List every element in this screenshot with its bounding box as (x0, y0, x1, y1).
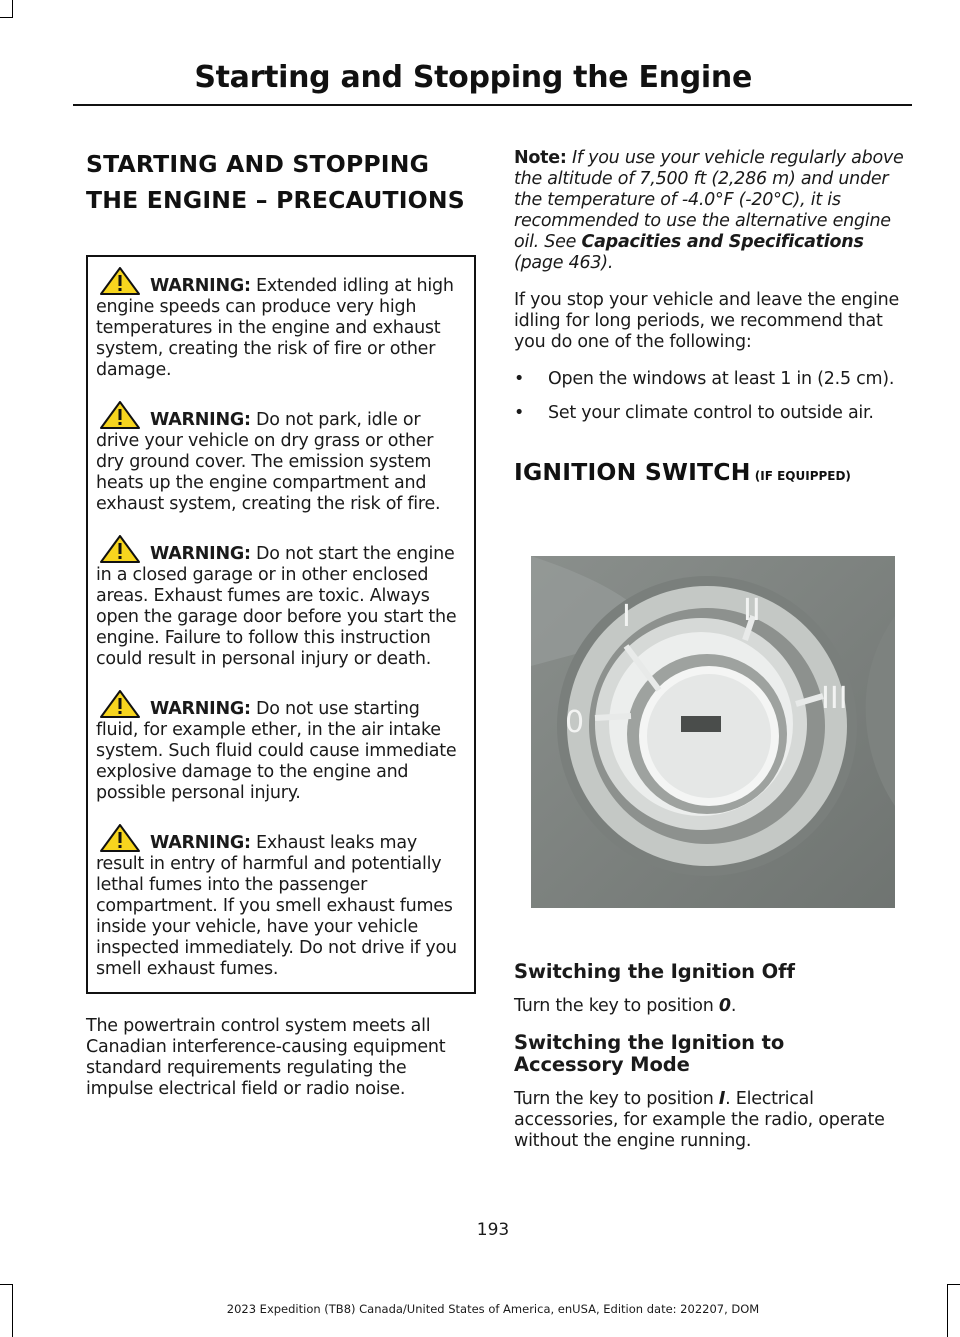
warning-item (96, 824, 466, 980)
list-item-text: Set your climate control to outside air. (548, 403, 874, 423)
warning-triangle-icon (100, 535, 140, 563)
section-heading (86, 146, 474, 218)
warning-item (96, 690, 466, 804)
accessory-heading-line-2: Accessory Mode (514, 1053, 690, 1076)
ignition-off-heading: Switching the Ignition Off (514, 960, 795, 983)
off-text: Turn the key to position (514, 996, 719, 1016)
off-position: 0 (718, 996, 731, 1016)
crop-mark (0, 17, 13, 18)
acc-position: I (718, 1089, 726, 1109)
crop-mark (0, 1284, 13, 1285)
header-rule (73, 104, 912, 106)
figure-label-position-1: I (622, 599, 631, 634)
note-page-ref: (page 463). (514, 253, 614, 273)
accessory-heading-line-1: Switching the Ignition to (514, 1031, 785, 1054)
warning-box (86, 255, 476, 994)
list-item: • Open the windows at least 1 in (2.5 cm). (514, 369, 895, 389)
heading-line-2: THE ENGINE – PRECAUTIONS (86, 186, 465, 214)
ignition-heading-text: IGNITION SWITCH (514, 458, 751, 486)
crop-mark (12, 0, 13, 18)
figure-label-position-3: III (821, 681, 848, 716)
note-label: Note: (514, 148, 567, 168)
powertrain-paragraph: The powertrain control system meets all Canadian interference-causing equipment standard requirements regulating the impulse electrical field or radio noise. (86, 1016, 446, 1099)
page-header-title: Starting and Stopping the Engine (194, 60, 752, 95)
warning-text: Do not park, idle or drive your vehicle on dry grass or other dry ground cover. The emission system heats up the engine compartment and exhaust system, creating the risk of fire. (96, 410, 441, 514)
crop-mark (947, 1284, 960, 1285)
acc-end: . Electrical accessories, for example the radio, operate without the engine running. (514, 1089, 885, 1151)
warning-label: WARNING: (150, 833, 251, 853)
idle-options-list (514, 369, 910, 424)
note-reference-link[interactable]: Capacities and Specifications (581, 232, 864, 252)
warning-triangle-icon (100, 401, 140, 429)
heading-line-1: STARTING AND STOPPING (86, 150, 430, 178)
warning-item (96, 535, 466, 670)
warning-item (96, 401, 466, 515)
warning-text: Exhaust leaks may result in entry of harmful and potentially lethal fumes into the passenger compartment. If you smell exhaust fumes inside your vehicle, have your vehicle inspected immediately. Do not drive if you smell exhaust fumes. (96, 833, 457, 979)
left-column (86, 146, 474, 1116)
altitude-note (514, 148, 910, 274)
warning-label: WARNING: (150, 276, 251, 296)
warning-item (96, 267, 466, 381)
right-column (514, 148, 910, 494)
page-number: 193 (476, 1220, 510, 1240)
ignition-off-text (514, 996, 910, 1017)
warning-triangle-icon (100, 690, 140, 718)
list-item-text: Open the windows at least 1 in (2.5 cm). (548, 369, 895, 389)
list-item: • Set your climate control to outside air. (514, 403, 874, 423)
warning-triangle-icon (100, 267, 140, 295)
idle-paragraph: If you stop your vehicle and leave the engine idling for long periods, we recommend that you do one of the following: (514, 290, 900, 352)
warning-text: Do not start the engine in a closed garage or in other enclosed areas. Exhaust fumes are toxic. Always open the garage door before you start the engine. Failure to follow this instruction could result in personal injury or death. (96, 544, 457, 669)
acc-text: Turn the key to position (514, 1089, 719, 1109)
warning-label: WARNING: (150, 410, 251, 430)
figure-label-position-2: II (743, 593, 761, 628)
right-column-lower (514, 961, 910, 1168)
ignition-switch-figure (531, 556, 895, 908)
note-text: If you use your vehicle regularly above the altitude of 7,500 ft (2,286 m) and under the temperature of -4.0°F (-20°C), it is recommended to use the alternative engine oil. See (514, 148, 904, 252)
ignition-switch-heading (514, 454, 910, 494)
figure-label-position-0: 0 (565, 705, 585, 740)
warning-text: Extended idling at high engine speeds can produce very high temperatures in the engine and exhaust system, creating the risk of fire or other damage. (96, 276, 454, 380)
warning-triangle-icon (100, 824, 140, 852)
warning-text: Do not use starting fluid, for example ether, in the air intake system. Such fluid could cause immediate explosive damage to the engine and possible personal injury. (96, 699, 457, 803)
warning-label: WARNING: (150, 544, 251, 564)
ignition-switch-illustration (531, 556, 895, 908)
off-end: . (730, 996, 737, 1016)
accessory-mode-heading (514, 1032, 910, 1076)
edition-footer: 2023 Expedition (TB8) Canada/United States of America, enUSA, Edition date: 202207, DOM (226, 1302, 760, 1316)
ignition-heading-suffix: (IF EQUIPPED) (750, 469, 851, 483)
warning-label: WARNING: (150, 699, 251, 719)
accessory-mode-text (514, 1089, 910, 1152)
